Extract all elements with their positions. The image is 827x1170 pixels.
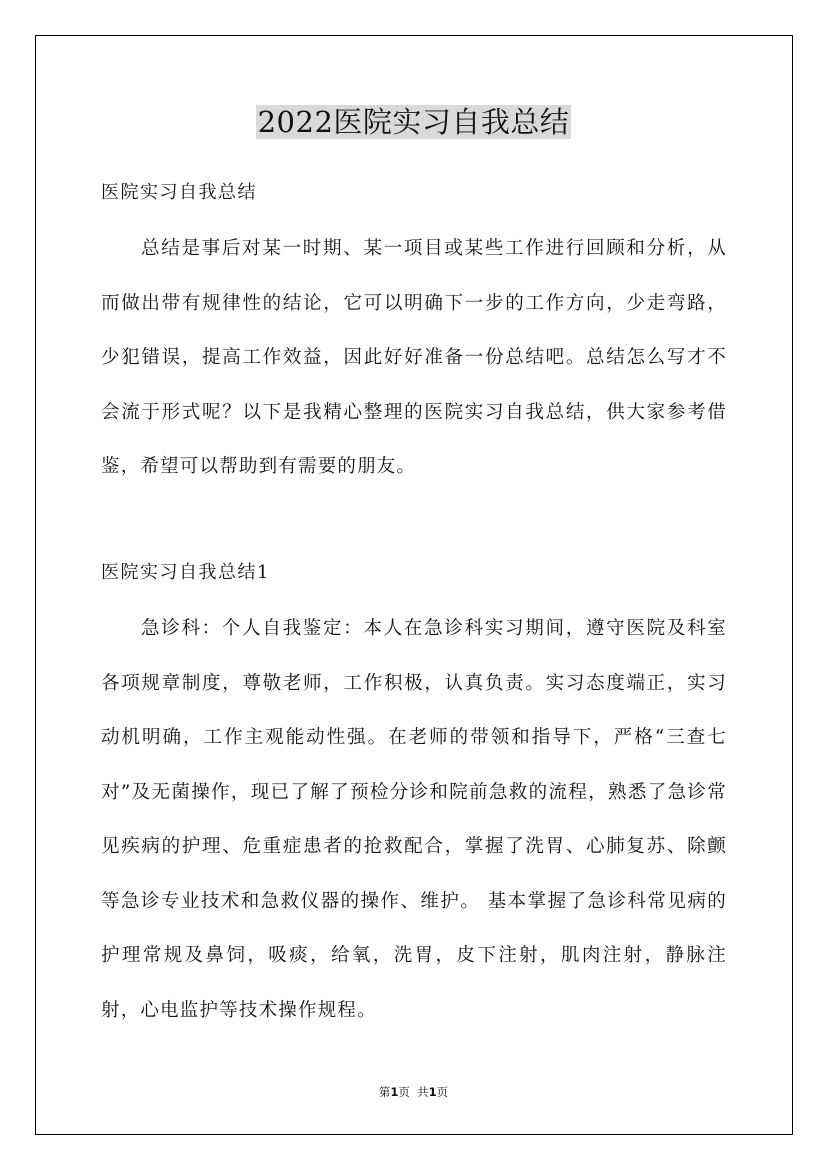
body-paragraph: 急诊科：个人自我鉴定：本人在急诊科实习期间，遵守医院及科室各项规章制度，尊敬老师，工作积极，认真负责。实习态度端正，实习动机明确，工作主观能动性强。在老师的带领和指导下，严格“三查七对”及无菌操作，现已了解了预检分诊和院前急救的流程，熟悉了急诊常见疾病的护理、危重症患者的抢救配合，掌握了洗胃、心肺复苏、除颤等急诊专业技术和急救仪器的操作、维护。 基本掌握了急诊科常见病的护理常规及鼻饲，吸痰，给氧，洗胃，皮下注射，肌肉注射，静脉注射，心电监护等技术操作规程。 [101,618,727,1021]
footer-suffix: 页 [436,1085,449,1099]
footer-prefix: 第 [378,1085,391,1099]
section-heading: 医院实习自我总结 [101,182,257,203]
footer-page-total: 1 [428,1085,437,1099]
subsection-heading: 医院实习自我总结1 [101,562,270,583]
page-footer [0,1084,827,1100]
footer-mid: 页 共 [398,1085,429,1099]
document-title: 2022医院实习自我总结 [257,105,570,139]
footer-page-number: 1 [390,1085,399,1099]
document-title-wrapper [0,102,827,142]
intro-paragraph: 总结是事后对某一时期、某一项目或某些工作进行回顾和分析，从而做出带有规律性的结论，它可以明确下一步的工作方向，少走弯路，少犯错误，提高工作效益，因此好好准备一份总结吧。总结怎么写才不会流于形式呢？以下是我精心整理的医院实习自我总结，供大家参考借鉴，希望可以帮助到有需要的朋友。 [101,238,727,477]
